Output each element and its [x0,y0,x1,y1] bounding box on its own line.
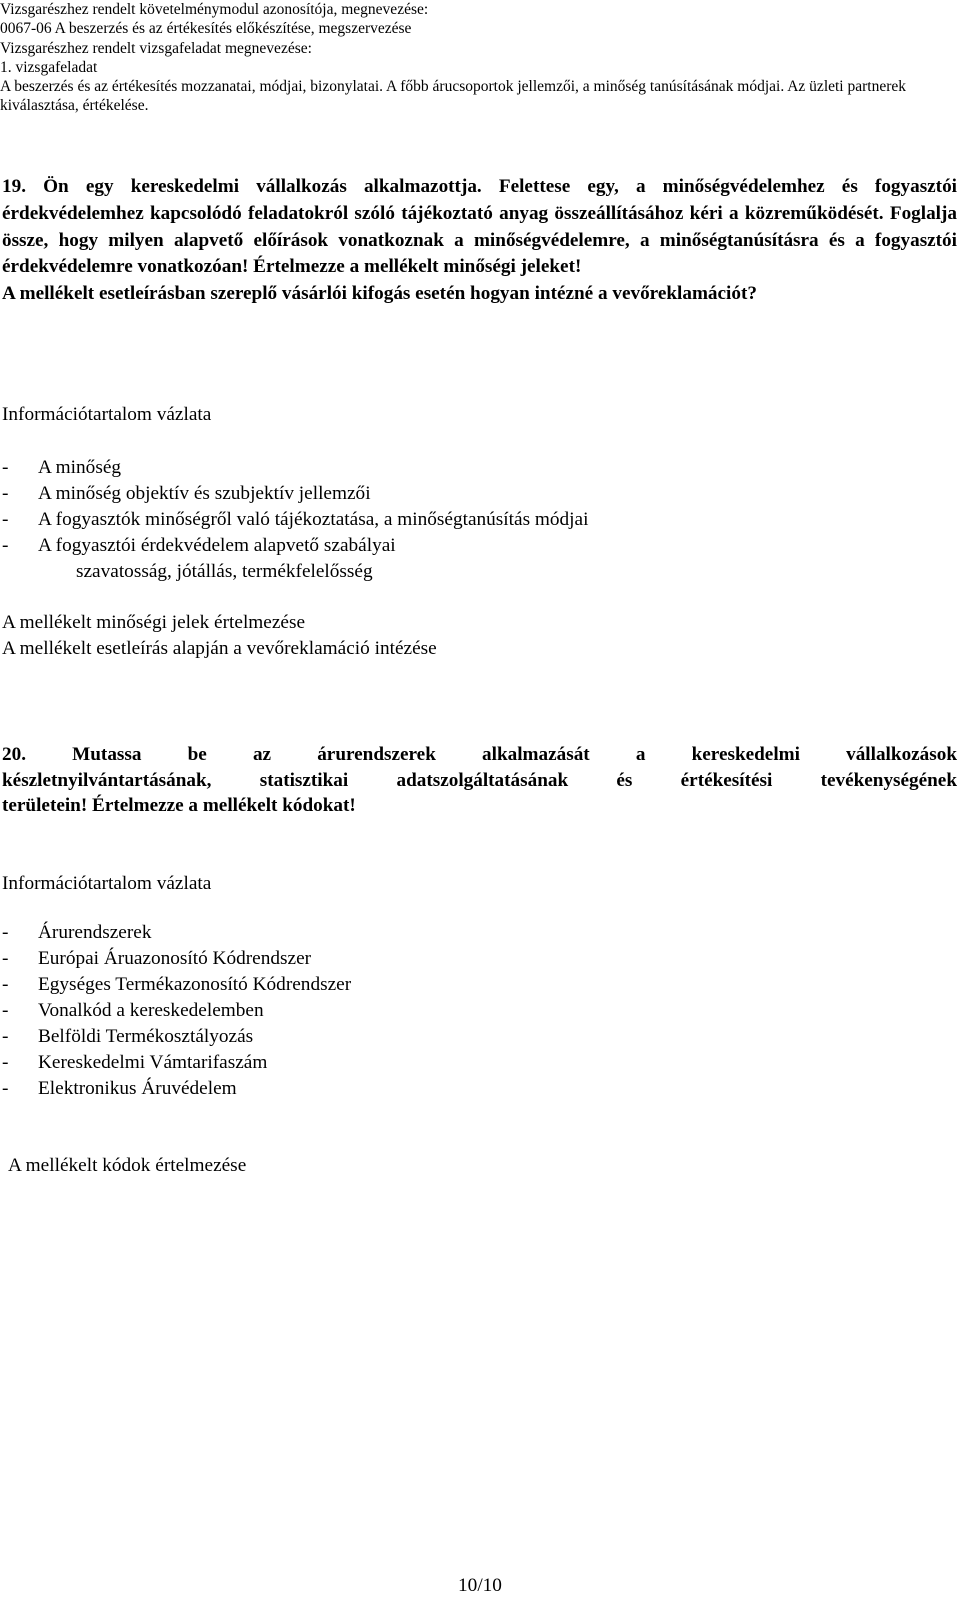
question-19-last-line: A mellékelt esetleírásban szereplő vásárlói kifogás esetén hogyan intézné a vevőreklamációt? [2,283,757,305]
list-item [2,998,351,1024]
list-item-text: A minőség objektív és szubjektív jellemzői [38,483,371,504]
list-item-text: A minőség [38,457,122,478]
page-number: 10/10 [458,1575,502,1596]
question-20-line: 20. Mutassa be az árurendszerek alkalmazását a kereskedelmi vállalkozások [2,744,957,765]
list-marker: - [2,535,9,556]
list-item-text: A fogyasztói érdekvédelem alapvető szabályai [38,535,396,556]
question-19 [2,174,957,308]
notes-19 [2,610,437,662]
question-20 [2,742,957,819]
list-item-text: A fogyasztók minőségről való tájékoztatása, a minőségtanúsítás módjai [38,509,589,530]
note-line: A mellékelt minőségi jelek értelmezése [2,612,306,633]
outline-list-19 [2,455,588,585]
list-item-text: Egységes Termékazonosító Kódrendszer [38,974,352,995]
list-item [2,455,588,481]
note-line: A mellékelt esetleírás alapján a vevőreklamáció intézése [2,638,437,659]
list-marker: - [2,1026,9,1047]
list-marker: - [2,483,9,504]
document-header [0,0,935,116]
outline-title-19: Információtartalom vázlata [2,404,212,425]
list-item-text: Elektronikus Áruvédelem [38,1078,237,1099]
list-item [2,972,351,998]
outline-title-20: Információtartalom vázlata [2,873,212,894]
list-item [2,533,588,559]
list-marker: - [2,974,9,995]
list-subitem: szavatosság, jótállás, termékfelelősség [76,561,373,582]
list-item [2,946,351,972]
list-marker: - [2,922,9,943]
outline-list-20 [2,920,351,1102]
list-marker: - [2,509,9,530]
list-marker: - [2,457,9,478]
list-item [2,1024,351,1050]
list-item [2,920,351,946]
list-marker: - [2,1052,9,1073]
header-task-number: 1. vizsgafeladat [0,58,98,76]
list-item [2,481,588,507]
list-marker: - [2,1078,9,1099]
header-task-label: Vizsgarészhez rendelt vizsgafeladat megnevezése: [0,39,312,57]
header-module-name: 0067-06 A beszerzés és az értékesítés előkészítése, megszervezése [0,20,412,38]
list-item-text: Kereskedelmi Vámtarifaszám [38,1052,268,1073]
note-20: A mellékelt kódok értelmezése [8,1155,247,1176]
list-item [2,1050,351,1076]
list-item-text: Árurendszerek [38,922,152,943]
list-marker: - [2,948,9,969]
list-item [2,1076,351,1102]
list-item [2,507,588,533]
list-marker: - [2,1000,9,1021]
list-item-text: Belföldi Termékosztályozás [38,1026,254,1047]
question-20-line: területein! Értelmezze a mellékelt kódokat! [2,795,356,817]
list-item-text: Vonalkód a kereskedelemben [38,1000,264,1021]
question-19-text: 19. Ön egy kereskedelmi vállalkozás alkalmazottja. Felettese egy, a minőségvédelemhez és fogyasztói érdekvédelemhez kapcsolódó feladatokról szóló tájékoztató anyag összeállításához kéri a közreműködését. Foglalja össze, hogy milyen alapvető előírások vonatkoznak a minőségvédelemre, a minőségtanúsításra és a fogyasztói érdekvédelemre vonatkozóan! Értelmezze a mellékelt minőségi jeleket! [2,176,957,278]
header-module-label: Vizsgarészhez rendelt követelménymodul azonosítója, megnevezése: [0,1,429,18]
question-20-line: készletnyilvántartásának, statisztikai adatszolgáltatásának és értékesítési tevékenységének [2,769,957,791]
list-item-text: Európai Áruazonosító Kódrendszer [38,948,312,969]
header-task-name: A beszerzés és az értékesítés mozzanatai, módjai, bizonylatai. A főbb árucsoportok jellemzői, a minőség tanúsításának módjai. Az üzleti partnerek kiválasztása, értékelése. [0,78,907,115]
